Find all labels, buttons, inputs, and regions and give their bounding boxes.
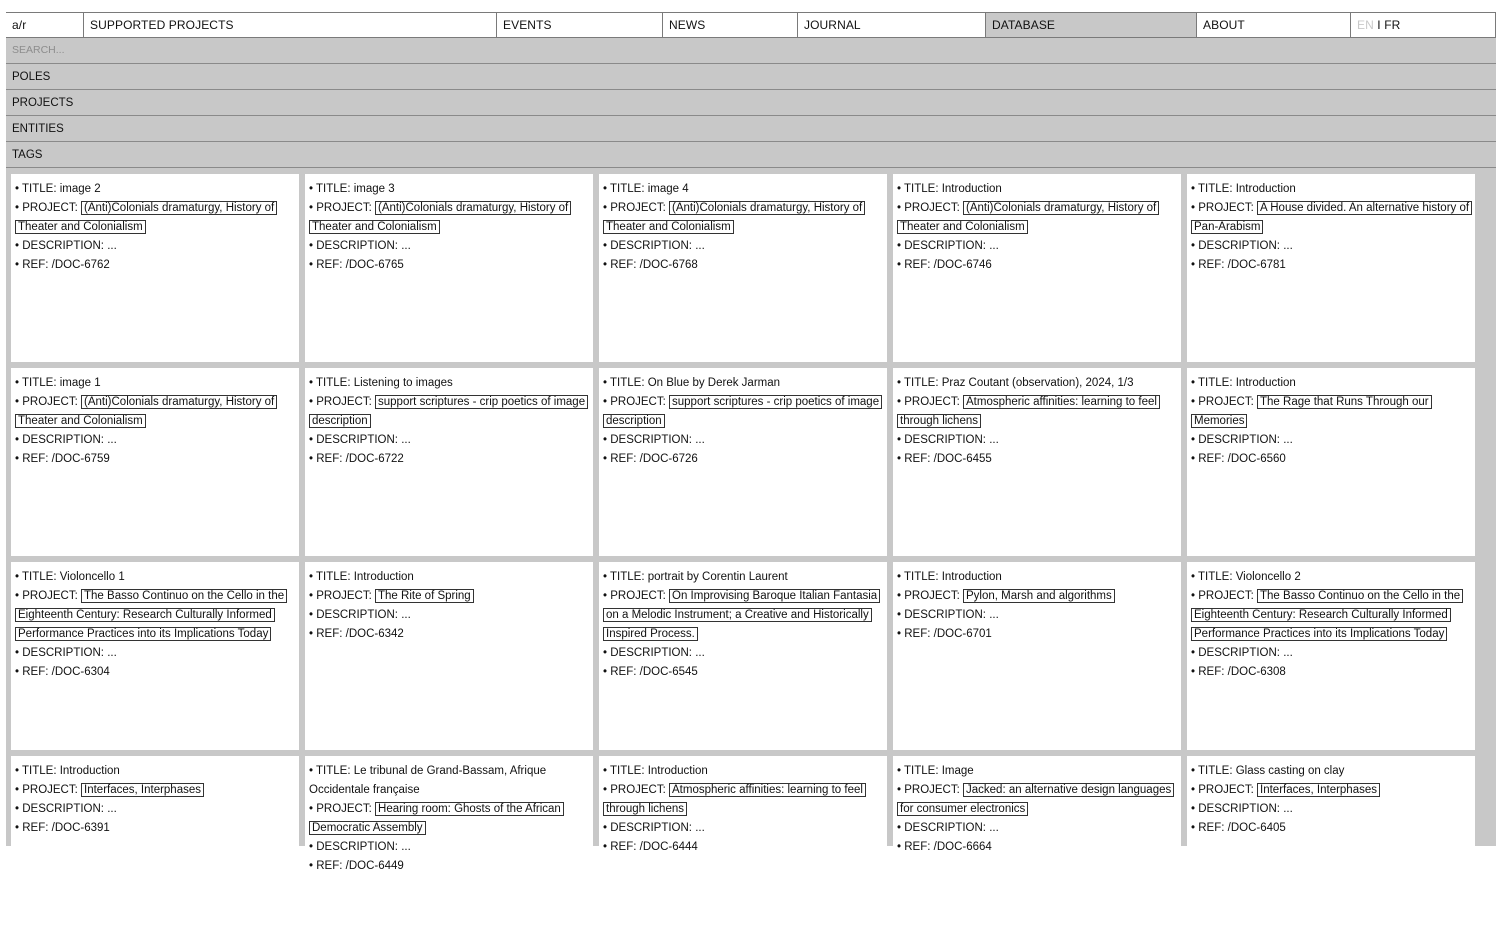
card-project-line bbox=[1191, 781, 1471, 800]
ref-label: • REF: bbox=[1191, 666, 1228, 678]
title-label: • TITLE: bbox=[15, 765, 60, 777]
nav-news[interactable]: NEWS bbox=[662, 13, 797, 37]
project-label: • PROJECT: bbox=[897, 396, 964, 408]
ref-label: • REF: bbox=[15, 666, 52, 678]
card-description: • DESCRIPTION: ... bbox=[15, 647, 117, 659]
card-description: • DESCRIPTION: ... bbox=[1191, 647, 1293, 659]
card-ref-line bbox=[15, 663, 295, 682]
card-description: • DESCRIPTION: ... bbox=[1191, 434, 1293, 446]
title-label: • TITLE: bbox=[309, 765, 354, 777]
document-card[interactable] bbox=[599, 562, 887, 750]
project-label: • PROJECT: bbox=[897, 784, 964, 796]
lang-separator: I bbox=[1373, 18, 1385, 32]
document-card[interactable] bbox=[11, 756, 299, 944]
project-label: • PROJECT: bbox=[1191, 202, 1258, 214]
card-title-line bbox=[15, 180, 295, 199]
card-project-link[interactable]: A House divided. An alternative history of Pan-Arabism bbox=[1191, 201, 1472, 234]
card-title-line bbox=[15, 568, 295, 587]
nav-events[interactable]: EVENTS bbox=[496, 13, 662, 37]
card-title: image 4 bbox=[647, 183, 689, 195]
card-title: Praz Coutant (observation), 2024, 1/3 bbox=[941, 377, 1134, 389]
document-card[interactable] bbox=[11, 368, 299, 556]
card-ref-line bbox=[15, 450, 295, 469]
card-project-link[interactable]: (Anti)Colonials dramaturgy, History of Theater and Colonialism bbox=[897, 201, 1159, 234]
card-project-line bbox=[1191, 199, 1471, 237]
project-label: • PROJECT: bbox=[309, 590, 376, 602]
card-project-line bbox=[603, 781, 883, 819]
search-input[interactable]: SEARCH... bbox=[6, 38, 1496, 64]
ref-label: • REF: bbox=[15, 453, 52, 465]
document-card[interactable] bbox=[305, 562, 593, 750]
card-title-line bbox=[1191, 568, 1471, 587]
card-title-line bbox=[897, 762, 1177, 781]
document-card[interactable] bbox=[599, 368, 887, 556]
card-ref-line bbox=[309, 857, 589, 876]
document-card[interactable] bbox=[11, 174, 299, 362]
nav-database[interactable]: DATABASE bbox=[985, 13, 1196, 37]
card-ref: /DOC-6701 bbox=[933, 628, 992, 640]
card-title-line bbox=[603, 374, 883, 393]
ref-label: • REF: bbox=[1191, 453, 1228, 465]
card-title: Introduction bbox=[1235, 183, 1296, 195]
card-project-line bbox=[1191, 587, 1471, 644]
card-description: • DESCRIPTION: ... bbox=[1191, 803, 1293, 815]
card-description: • DESCRIPTION: ... bbox=[603, 434, 705, 446]
project-label: • PROJECT: bbox=[15, 590, 82, 602]
ref-label: • REF: bbox=[309, 453, 346, 465]
document-card[interactable] bbox=[1187, 174, 1475, 362]
card-ref-line bbox=[1191, 450, 1471, 469]
card-title-line bbox=[897, 568, 1177, 587]
site-logo-link[interactable]: a/r bbox=[12, 18, 27, 32]
card-project-link[interactable]: Interfaces, Interphases bbox=[81, 783, 204, 797]
nav-journal[interactable]: JOURNAL bbox=[797, 13, 985, 37]
project-label: • PROJECT: bbox=[309, 803, 376, 815]
filter-tags[interactable]: TAGS bbox=[6, 142, 1496, 168]
card-title-line bbox=[15, 374, 295, 393]
card-title-line bbox=[309, 374, 589, 393]
card-project-link[interactable]: support scriptures - crip poetics of image description bbox=[603, 395, 882, 428]
title-label: • TITLE: bbox=[603, 571, 648, 583]
card-project-line bbox=[309, 199, 589, 237]
card-project-link[interactable]: On Improvising Baroque Italian Fantasia on a Melodic Instrument; a Creative and Historically Inspired Process. bbox=[603, 589, 880, 641]
document-card[interactable] bbox=[893, 174, 1181, 362]
project-label: • PROJECT: bbox=[1191, 784, 1258, 796]
card-project-line bbox=[15, 393, 295, 431]
card-title-line bbox=[1191, 180, 1471, 199]
card-description: • DESCRIPTION: ... bbox=[309, 609, 411, 621]
ref-label: • REF: bbox=[309, 259, 346, 271]
card-title-line bbox=[309, 762, 589, 800]
ref-label: • REF: bbox=[603, 453, 640, 465]
card-ref: /DOC-6545 bbox=[639, 666, 698, 678]
card-project-line bbox=[603, 393, 883, 431]
card-project-link[interactable]: (Anti)Colonials dramaturgy, History of Theater and Colonialism bbox=[15, 201, 277, 234]
filter-projects[interactable]: PROJECTS bbox=[6, 90, 1496, 116]
card-ref-line bbox=[1191, 256, 1471, 275]
ref-label: • REF: bbox=[603, 841, 640, 853]
ref-label: • REF: bbox=[603, 259, 640, 271]
card-ref-line bbox=[603, 256, 883, 275]
card-project-link[interactable]: (Anti)Colonials dramaturgy, History of Theater and Colonialism bbox=[15, 395, 277, 428]
card-title-line bbox=[309, 568, 589, 587]
card-ref-line bbox=[309, 256, 589, 275]
card-title: Violoncello 1 bbox=[59, 571, 125, 583]
card-ref: /DOC-6781 bbox=[1227, 259, 1286, 271]
document-card[interactable] bbox=[1187, 562, 1475, 750]
card-project-link[interactable]: The Basso Continuo on the Cello in the Eighteenth Century: Research Culturally Informed Performance Practices into its Implications Today bbox=[1191, 589, 1463, 641]
card-ref: /DOC-6726 bbox=[639, 453, 698, 465]
project-label: • PROJECT: bbox=[15, 202, 82, 214]
card-ref-line bbox=[897, 450, 1177, 469]
card-title-line bbox=[603, 568, 883, 587]
card-ref: /DOC-6746 bbox=[933, 259, 992, 271]
card-ref-line bbox=[897, 256, 1177, 275]
card-project-link[interactable]: Hearing room: Ghosts of the African Democratic Assembly bbox=[309, 802, 564, 835]
card-ref: /DOC-6759 bbox=[51, 453, 110, 465]
card-ref: /DOC-6449 bbox=[345, 860, 404, 872]
card-title: Violoncello 2 bbox=[1235, 571, 1301, 583]
nav-about[interactable]: ABOUT bbox=[1196, 13, 1350, 37]
card-title-line bbox=[15, 762, 295, 781]
project-label: • PROJECT: bbox=[15, 784, 82, 796]
card-ref: /DOC-6560 bbox=[1227, 453, 1286, 465]
database-filters bbox=[6, 38, 1496, 168]
title-label: • TITLE: bbox=[309, 377, 354, 389]
card-project-link[interactable]: (Anti)Colonials dramaturgy, History of Theater and Colonialism bbox=[309, 201, 571, 234]
ref-label: • REF: bbox=[1191, 259, 1228, 271]
card-ref-line bbox=[309, 625, 589, 644]
card-project-line bbox=[15, 587, 295, 644]
card-title-line bbox=[603, 762, 883, 781]
card-description: • DESCRIPTION: ... bbox=[603, 647, 705, 659]
document-card[interactable] bbox=[305, 368, 593, 556]
ref-label: • REF: bbox=[897, 841, 934, 853]
ref-label: • REF: bbox=[15, 822, 52, 834]
card-project-link[interactable]: Atmospheric affinities: learning to feel through lichens bbox=[603, 783, 866, 816]
card-ref-line bbox=[309, 450, 589, 469]
title-label: • TITLE: bbox=[1191, 571, 1236, 583]
results-grid bbox=[11, 174, 1475, 944]
project-label: • PROJECT: bbox=[603, 202, 670, 214]
document-card[interactable] bbox=[599, 174, 887, 362]
results-panel bbox=[6, 168, 1496, 872]
project-label: • PROJECT: bbox=[1191, 590, 1258, 602]
card-ref-line bbox=[1191, 663, 1471, 682]
card-project-link[interactable]: Atmospheric affinities: learning to feel through lichens bbox=[897, 395, 1160, 428]
card-project-line bbox=[897, 199, 1177, 237]
card-ref: /DOC-6308 bbox=[1227, 666, 1286, 678]
card-description: • DESCRIPTION: ... bbox=[897, 434, 999, 446]
ref-label: • REF: bbox=[309, 628, 346, 640]
project-label: • PROJECT: bbox=[309, 202, 376, 214]
card-project-line bbox=[309, 800, 589, 838]
card-ref: /DOC-6444 bbox=[639, 841, 698, 853]
card-title: Introduction bbox=[59, 765, 120, 777]
title-label: • TITLE: bbox=[15, 183, 60, 195]
card-ref-line bbox=[603, 450, 883, 469]
card-project-link[interactable]: The Rage that Runs Through our Memories bbox=[1191, 395, 1432, 428]
document-card[interactable] bbox=[893, 368, 1181, 556]
card-ref: /DOC-6762 bbox=[51, 259, 110, 271]
title-label: • TITLE: bbox=[309, 183, 354, 195]
card-project-line bbox=[603, 587, 883, 644]
card-title: image 2 bbox=[59, 183, 101, 195]
card-title-line bbox=[309, 180, 589, 199]
card-ref: /DOC-6455 bbox=[933, 453, 992, 465]
card-project-link[interactable]: Interfaces, Interphases bbox=[1257, 783, 1380, 797]
title-label: • TITLE: bbox=[603, 765, 648, 777]
card-title: Introduction bbox=[353, 571, 414, 583]
card-ref: /DOC-6405 bbox=[1227, 822, 1286, 834]
document-card[interactable] bbox=[1187, 756, 1475, 944]
card-title-line bbox=[1191, 762, 1471, 781]
project-label: • PROJECT: bbox=[603, 590, 670, 602]
ref-label: • REF: bbox=[897, 259, 934, 271]
card-project-link[interactable]: The Rite of Spring bbox=[375, 589, 474, 603]
project-label: • PROJECT: bbox=[603, 784, 670, 796]
document-card[interactable] bbox=[305, 174, 593, 362]
card-ref: /DOC-6765 bbox=[345, 259, 404, 271]
card-project-line bbox=[15, 781, 295, 800]
card-title: On Blue by Derek Jarman bbox=[647, 377, 781, 389]
card-ref: /DOC-6722 bbox=[345, 453, 404, 465]
filter-poles[interactable]: POLES bbox=[6, 64, 1496, 90]
project-label: • PROJECT: bbox=[897, 202, 964, 214]
ref-label: • REF: bbox=[897, 453, 934, 465]
document-card[interactable] bbox=[305, 756, 593, 944]
title-label: • TITLE: bbox=[897, 571, 942, 583]
card-description: • DESCRIPTION: ... bbox=[15, 803, 117, 815]
document-card[interactable] bbox=[893, 756, 1181, 944]
card-title: Glass casting on clay bbox=[1235, 765, 1345, 777]
card-ref: /DOC-6304 bbox=[51, 666, 110, 678]
card-project-line bbox=[897, 587, 1177, 606]
filter-entities[interactable]: ENTITIES bbox=[6, 116, 1496, 142]
card-ref: /DOC-6391 bbox=[51, 822, 110, 834]
card-description: • DESCRIPTION: ... bbox=[309, 841, 411, 853]
project-label: • PROJECT: bbox=[309, 396, 376, 408]
card-title: image 1 bbox=[59, 377, 101, 389]
card-project-link[interactable]: support scriptures - crip poetics of image description bbox=[309, 395, 588, 428]
nav-supported-projects[interactable]: SUPPORTED PROJECTS bbox=[83, 13, 496, 37]
title-label: • TITLE: bbox=[15, 377, 60, 389]
project-label: • PROJECT: bbox=[15, 396, 82, 408]
card-ref-line bbox=[1191, 819, 1471, 838]
card-project-line bbox=[309, 587, 589, 606]
card-project-line bbox=[897, 781, 1177, 819]
card-project-link[interactable]: The Basso Continuo on the Cello in the Eighteenth Century: Research Culturally Informed Performance Practices into its Implications Today bbox=[15, 589, 287, 641]
card-project-line bbox=[309, 393, 589, 431]
ref-label: • REF: bbox=[309, 860, 346, 872]
lang-en-link[interactable]: EN bbox=[1357, 18, 1374, 32]
card-project-link[interactable]: (Anti)Colonials dramaturgy, History of Theater and Colonialism bbox=[603, 201, 865, 234]
title-label: • TITLE: bbox=[897, 377, 942, 389]
card-description: • DESCRIPTION: ... bbox=[15, 434, 117, 446]
card-project-line bbox=[897, 393, 1177, 431]
card-ref: /DOC-6342 bbox=[345, 628, 404, 640]
card-project-link[interactable]: Pylon, Marsh and algorithms bbox=[963, 589, 1115, 603]
card-description: • DESCRIPTION: ... bbox=[897, 240, 999, 252]
card-description: • DESCRIPTION: ... bbox=[897, 822, 999, 834]
title-label: • TITLE: bbox=[1191, 765, 1236, 777]
card-title-line bbox=[1191, 374, 1471, 393]
title-label: • TITLE: bbox=[603, 377, 648, 389]
card-description: • DESCRIPTION: ... bbox=[1191, 240, 1293, 252]
card-title: Image bbox=[941, 765, 974, 777]
card-title: Introduction bbox=[647, 765, 708, 777]
document-card[interactable] bbox=[11, 562, 299, 750]
card-project-link[interactable]: Jacked: an alternative design languages for consumer electronics bbox=[897, 783, 1174, 816]
title-label: • TITLE: bbox=[897, 183, 942, 195]
project-label: • PROJECT: bbox=[897, 590, 964, 602]
title-label: • TITLE: bbox=[897, 765, 942, 777]
card-title-line bbox=[897, 180, 1177, 199]
card-ref: /DOC-6664 bbox=[933, 841, 992, 853]
card-ref-line bbox=[897, 625, 1177, 644]
document-card[interactable] bbox=[1187, 368, 1475, 556]
card-title-line bbox=[897, 374, 1177, 393]
card-ref: /DOC-6768 bbox=[639, 259, 698, 271]
title-label: • TITLE: bbox=[1191, 183, 1236, 195]
document-card[interactable] bbox=[893, 562, 1181, 750]
card-description: • DESCRIPTION: ... bbox=[309, 434, 411, 446]
card-title: image 3 bbox=[353, 183, 395, 195]
card-ref-line bbox=[897, 838, 1177, 857]
card-title: Introduction bbox=[1235, 377, 1296, 389]
top-navigation bbox=[6, 12, 1496, 38]
lang-fr-link[interactable]: FR bbox=[1384, 18, 1401, 32]
title-label: • TITLE: bbox=[15, 571, 60, 583]
ref-label: • REF: bbox=[603, 666, 640, 678]
card-title: Introduction bbox=[941, 183, 1002, 195]
card-title-line bbox=[603, 180, 883, 199]
card-description: • DESCRIPTION: ... bbox=[15, 240, 117, 252]
card-title: Listening to images bbox=[353, 377, 453, 389]
title-label: • TITLE: bbox=[1191, 377, 1236, 389]
title-label: • TITLE: bbox=[309, 571, 354, 583]
card-title: Le tribunal de Grand-Bassam, Afrique Occidentale française bbox=[309, 765, 547, 796]
project-label: • PROJECT: bbox=[603, 396, 670, 408]
card-project-line bbox=[15, 199, 295, 237]
card-description: • DESCRIPTION: ... bbox=[603, 240, 705, 252]
card-title: portrait by Corentin Laurent bbox=[647, 571, 788, 583]
document-card[interactable] bbox=[599, 756, 887, 944]
card-project-line bbox=[603, 199, 883, 237]
card-ref-line bbox=[603, 663, 883, 682]
ref-label: • REF: bbox=[15, 259, 52, 271]
card-ref-line bbox=[15, 256, 295, 275]
project-label: • PROJECT: bbox=[1191, 396, 1258, 408]
card-ref-line bbox=[15, 819, 295, 838]
card-ref-line bbox=[603, 838, 883, 857]
language-switcher bbox=[1350, 13, 1496, 37]
title-label: • TITLE: bbox=[603, 183, 648, 195]
card-description: • DESCRIPTION: ... bbox=[309, 240, 411, 252]
card-description: • DESCRIPTION: ... bbox=[897, 609, 999, 621]
card-title: Introduction bbox=[941, 571, 1002, 583]
card-project-line bbox=[1191, 393, 1471, 431]
ref-label: • REF: bbox=[897, 628, 934, 640]
ref-label: • REF: bbox=[1191, 822, 1228, 834]
card-description: • DESCRIPTION: ... bbox=[603, 822, 705, 834]
